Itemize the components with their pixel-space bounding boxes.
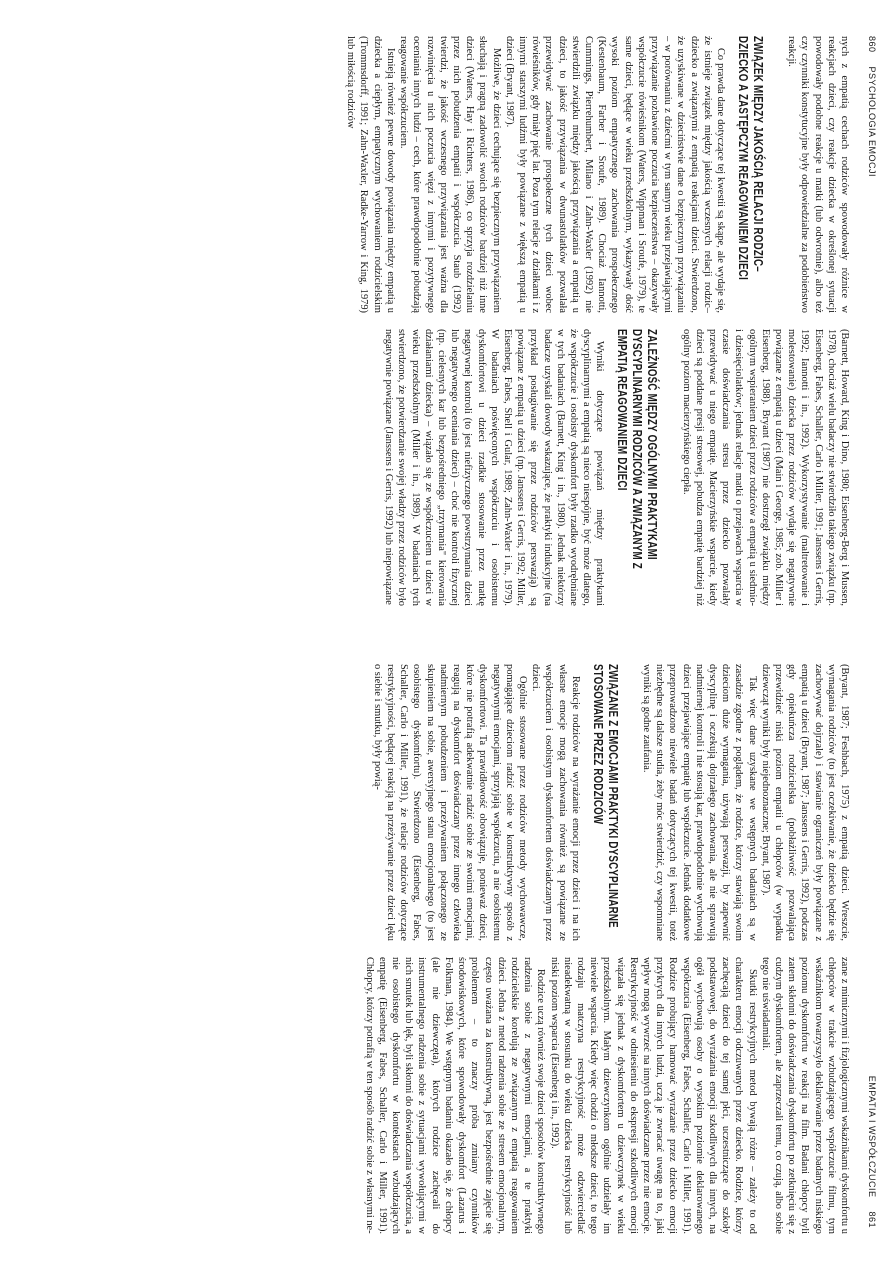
right-columns <box>20 664 851 1234</box>
section-heading: ZALEŻNOŚĆ MIĘDZY OGÓLNYMI PRAKTYKAMI DYSCYPLINARNYMI RODZICÓW A ZWIĄZANYM Z EMPATIĄ REAGOWANIEM DZIECI <box>615 329 660 569</box>
paragraph: Wyniki dotyczące powiązań między praktykami dyscyplinarnymi a empatią są nieco niespójne, być może dlatego, że współczucie i osobisty dyskomfort były rzadko wyodrębniane w tych badaniach (Barnett, King i in., 1980). Jednak niektórzy badacze uzyskali dowody wskazujące, że praktyki indukcyjne (na przykład posługiwanie się przez rodziców perswazją) są powiązane z empatią u dzieci (np. Janssens i Gerris, 1992; Miller, Eisenberg, Fabes, Shell i Gular, 1989; Zahn-Waxler i in., 1979). W badaniach poświęconych współczuciu i osobistemu dyskomfortowi u dzieci rzadkie stosowanie przez matkę negatywnej kontroli (to jest niefizycznego powstrzymania dzieci lub negatywnego oceniania dzieci) – choć nie kontroli fizycznej (np. cielesnych kar lub bezpośredniego „trzymania" kierowania działaniami dziecka) – wiązało się ze współczuciem u dzieci w wieku przedszkolnym (Miller i in., 1989). W badaniach tych stwierdzono, że potwierdzanie swojej władzy przez rodziców było negatywnie powiązane (Janssens i Gerris, 1992) lub niepowiązane <box>383 329 606 606</box>
left-running-header <box>865 36 879 600</box>
paragraph: Możliwe, że dzieci cechujące się bezpiecznym przywiązaniem słuchają i pragną zadowolić swoich rodziców bardziej niż inne dzieci (Waters, Hay i Richters, 1986), co sprzyja rozdzielaniu przez nich pobudzenia empatii i współczucia. Staub (1992) twierdzi, że jakość wczesnego przywiązania jest ważna dla rozwinięcia u nich poczucia więzi z innymi i pozytywnego oceniania innych ludzi – cech, które prawdopodobnie pobudzają reagowanie współczuciem. <box>398 36 502 313</box>
paragraph: (Barnett, Howard, King i Dino, 1980; Eisenberg-Berg i Mussen, 1978), chociaż wielu badaczy nie stwierdziło takiego związku (np. Eisenberg, Fabes, Schaller, Carlo i Miller, 1991; Janssens i Gerris, 1992; Iannotti i in., 1992). Wykorzystywanie (maltretowanie i molestowanie) dziecka przez rodziców wydaje się negatywnie powiązane z empatią u dzieci (Main i George, 1985; zob. Miller i Eisenberg, 1988). Bryant (1987) nie dostrzegł związku między ogólnym wspieraniem dzieci przez rodziców a empatią u siedmio- i dziesięciolatków; jednak relacje matki o przejawach wsparcia w czasie doświadczania stresu przez dziecko pozwalały przewidywać u niego empatię. Macierzyńskie wsparcie, kiedy dzieci są poddane presji stresowej, pobudza empatię bardziej niż ogólny poziom macierzyńskiego ciepła. <box>680 329 850 606</box>
left-page-number: 860 <box>867 36 877 53</box>
right-page <box>0 636 893 1256</box>
paragraph: (Bryant, 1987; Feshbach, 1975) z empatią dzieci. Wreszcie, wymagania rodziców (to jest oczekiwanie, że dziecko będzie się zachowywać dojrzale) i stawianie ograniczeń były powiązane z empatią u dzieci (Bryant, 1987; Janssens i Gerris, 1992), podczas gdy opiekuńcza rodzicielska (pobłażliwość pozwalająca przewidzieć niski poziom empatii u chłopców (w wypadku dziewcząt wyniki były niejednoznaczne; Bryant, 1987). <box>759 664 850 941</box>
paragraph: Istnieją również pewne dowody powiązania między empatią u dziecka a ciepłym, empatycznym wychowaniem rodzicielskim (Trommsdorff, 1991; Zahn-Waxler, Radke-Yarrow i King, 1979) lub miłością rodziców <box>345 36 396 313</box>
paragraph: Ogólnie stosowane przez rodziców metody wychowawcze, pomagające dzieciom radzić sobie w konstruktywny sposób z negatywnymi emocjami, sprzyjają współczuciu, a nie osobistemu dyskomfortowi. Ta prawidłowość obowiązuje, ponieważ dzieci, które nie potrafią adekwatnie radzić sobie ze swoimi emocjami, reagują na dyskomfort doświadczany przez innego człowieka nadmiernym pobudzeniem i przeżywaniem połączonego ze skupieniem na sobie, awersyjnego stanu emocjonalnego (to jest osobistego dyskomfortu). Stwierdzono (Eisenberg, Fabes, Schaller, Carlo i Miller, 1991), że relacje rodziców dotyczące restrykcyjności, będącej reakcją na przeżywanie przez dzieci lęku o siebie i smutku, były powią- <box>371 664 528 941</box>
left-column-2 <box>20 329 851 606</box>
paragraph: Reakcje rodziców na wyrażanie emocji przez dzieci i na ich własne emocje mogą zachowania również są powiązane ze współczuciem i osobistym dyskomfortem doświadczanym przez dzieci. <box>530 664 581 941</box>
section-heading: ZWIĄZEK MIĘDZY JAKOŚCIĄ RELACJI RODZIC–DZIECKO A ZASTĘPCZYM REAGOWANIEM DZIECI <box>735 36 765 281</box>
right-running-title: EMPATIA I WSPÓŁCZUCIE <box>867 1075 877 1198</box>
left-columns <box>20 36 851 606</box>
paragraph: Rodzice uczą również swoje dzieci sposobów konstruktywnego radzenia sobie z negatywnymi emocjami, a te praktyki rodzicielskie korelują ze związanym z empatią reagowaniem dzieci. Jedna z metod radzenia sobie ze stresem emocjonalnym, często uważana za konstruktywną, jest bezpośrednie zajęcie się problemem – to znaczy próba zmiany czynników środowiskowych, które spowodowały dyskomfort (Lazarus i Folkman, 1984). We wstępnym badaniu okazało się, że chłopcy (ale nie dziewczęta), których rodzice zachęcali do instrumentalnego radzenia sobie z sytuacjami wywołującymi w nich smutek lub lęk, byli skłonni do doświadczania współczucia, a nie osobistego dyskomfortu w kontekstach wzbudzających empatię (Eisenberg, Fabes, Schaller, Carlo i Miller, 1991). Chłopcy, którzy potrafią w ten sposób radzić sobie z własnymi ne- <box>363 957 547 1234</box>
paragraph: Skutki restrykcyjnych metod bywają różne – zależy to od charakteru emocji odczuwanych przez dziecko. Rodzice, którzy zachęcają dzieci do tej samej płci, uczestniczące do szkoły podstawowej, do wyrażania emocji szkodliwych dla innych, na ogół wychowują osoby o wysokim poziomie deklarowanego współczucia (Eisenberg, Fabes, Schaller, Carlo i Miller, 1991). Rodzice probujący hamować wyrażanie przez dziecko emocji przykrych dla innych ludzi, uczą je zwracać uwagę na to, jaki wpływ mogą wywrzeć na innych doświadczane przez nie emocje. Restrykcyjność w odniesieniu do ekspresji szkodliwych emocji wiązała się jednak z dyskomfortem u dziewczynek w wieku przedszkolnym. Małym dziewczynkom ogólnie udzielały im niewiele wsparcia. Kiedy więc chodzi o młodsze dzieci, to tego rodzaju matczyna restrykcyjność może odzwierciedlać nieadekwatną w stosunku do wieku dziecka restrykcyjność lub niski poziom wsparcia (Eisenberg i in., 1992). <box>548 957 758 1234</box>
left-column-1 <box>20 36 851 313</box>
paragraph: Tak więc dane uzyskane we wstępnych badaniach są w zasadzie zgodne z poglądem, że rodzice, którzy stawiają swoim dzieciom duże wymagania, używają perswazji, by zapewnić dyscyplinę i oczekują dojrzałego zachowania, ale nie sprawują nadmiernej kontroli i nie stosują kar, prawdopodobnie wychowują dzieci przejawiające empatię lub współczucie. Jednak dodatkowe przeprowadzono niewiele badań dotyczących tej kwestii, toteż niezbędne są dalsze studia, żeby móc stwierdzić, czy wspomniane wyniki są godne zaufania. <box>640 664 758 941</box>
paragraph: Co prawda dane dotyczące tej kwestii są skąpe, ale wydaje się, że istnieje związek między jakością wczesnych relacji rodzic–dziecko a związanymi z empatią reakcjami dzieci. Stwierdzono, że uzyskiwane w dzieciństwie dane o bezpiecznym przywiązaniu – w porównaniu z dziećmi w tym samym wieku przejawiającymi przywiązanie pozbawione poczucia bezpieczeństwa – okazywały współczucie rówieśnikom (Waters, Wippman i Sroufe, 1979), te same dzieci, będące w wieku przedszkolnym, wykazywały dość wysoki poziom empatycznego zachowania prospołecznego (Kestenbaum, Farber i Sroufe, 1989). Chociaż Iannotti, Cummings, Pierrehumbert, Milano i Zahn-Waxler (1992) nie stwierdzili związku między jakością przywiązania a empatią u dzieci, to jakość przywiązania w dwunastolatków pozwalała przewidywać zachowanie prospołeczne tych dzieci wobec rówieśników, gdy miały pięć lat. Poza tym relacje z działkami i z innymi starszymi ludźmi były powiązane z większą empatią u dzieci (Bryant, 1987). <box>503 36 726 313</box>
right-column-2 <box>20 957 851 1234</box>
paragraph: zane z mimicznymi i fizjologicznymi wskaźnikami dyskomfortu u chłopców w trakcie wzbudzającego współczucie filmu, tym wskaźnikom towarzyszyło deklarowanie przez badanych niskiego poziomu dyskomfortu w reakcji na film. Badani chłopcy byli zatem skłonni do doświadczania dyskomfortu po zetknięciu się z cudzym dyskomfortem, ale zaprzeczali temu, co czują, albo sobie tego nie uświadamiali. <box>759 957 850 1234</box>
right-page-number: 861 <box>867 1211 877 1228</box>
right-running-header <box>865 664 879 1228</box>
left-page <box>0 8 893 628</box>
paragraph: nych z empatią cechach rodziców spowodowały różnice w reakcjach dzieci, czy reakcje dziecka w określonej sytuacji powodowały podobne reakcje u matki (lub odwrotnie), albo też czy czynniki konstytucyjne były odpowiedzialne za podobieństwo reakcji. <box>786 36 850 313</box>
left-running-title: PSYCHOLOGIA EMOCJI <box>867 66 877 178</box>
section-heading: ZWIĄZANE Z EMOCJAMI PRAKTYKI DYSCYPLINARNE STOSOWANE PRZEZ RODZICÓW <box>590 664 620 928</box>
right-column-1 <box>20 664 851 941</box>
